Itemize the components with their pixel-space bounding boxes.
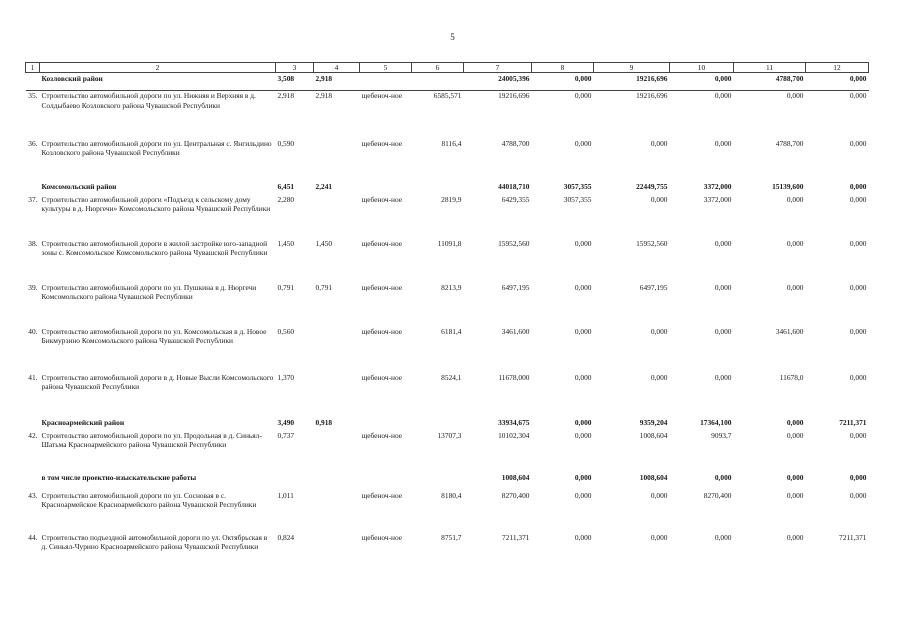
column-header: 2 [40,63,276,73]
table-row [26,431,869,473]
amount-col-8: 0,000 [574,91,592,101]
total-amount: 7211,371 [502,532,530,542]
amount-col-9: 19216,696 [594,73,670,91]
row-index [26,417,40,431]
object-name: в том числе проектно-изыскательские работы [41,472,197,482]
table-row [26,373,869,417]
surface-type [360,417,412,431]
amount-col-8: 0,000 [574,490,592,500]
total-amount: 6429,355 [501,194,530,204]
unit-cost [412,473,464,491]
length-second: 0,791 [315,282,333,292]
amount-col-12: 0,000 [849,138,867,148]
column-header: 9 [594,63,670,73]
road-construction-table [25,62,869,575]
surface-type [360,73,412,91]
amount-col-9: 0,000 [650,490,668,500]
object-name: Строительство автомобильной дороги по ул. Центральная с. Янгильдино Козловского района Чувашской Республики [41,138,272,157]
total-amount: 19216,696 [498,91,530,101]
amount-col-8: 3057,355 [563,181,592,191]
unit-cost: 6585,571 [433,91,462,101]
object-name: Строительство автомобильной дороги по ул. Продольная в д. Синьял-Шатьма Красноармейского района Чувашской Республики [41,430,262,449]
object-name: Козловский район [40,73,276,91]
table-row [26,239,869,283]
length-total: 0,590 [277,138,295,148]
amount-col-8: 0,000 [574,417,592,427]
surface-type: щебеноч-ное [361,430,403,440]
surface-type: щебеноч-ное [361,372,403,382]
row-index [26,181,40,195]
surface-type [360,181,412,195]
amount-col-12: 0,000 [849,194,867,204]
amount-col-11: 4788,700 [734,73,806,91]
amount-col-12: 0,000 [849,91,867,101]
table-row [26,139,869,181]
amount-col-9: 15952,560 [636,238,668,248]
object-name: Строительство автомобильной дороги по ул. Комсомольская в д. Новое Бикмурзино Комсомольского района Чувашской Республики [41,326,267,345]
amount-col-11: 0,000 [786,490,804,500]
row-index: 42. [28,430,38,440]
surface-type [360,473,412,491]
object-name: Строительство автомобильной дороги «Подъезд к сельскому дому культуры в д. Нюргечи» Комсомольского района Чувашской Республики [41,194,271,213]
amount-col-9: 1008,604 [639,430,668,440]
amount-col-9: 0,000 [650,326,668,336]
total-amount: 1008,604 [501,472,530,482]
row-index: 37. [28,194,38,204]
amount-col-11: 0,000 [786,417,804,427]
district-row [26,73,869,91]
length-total: 2,280 [277,194,295,204]
table-row [26,491,869,533]
amount-col-8: 0,000 [532,73,594,91]
amount-col-9: 19216,696 [636,91,668,101]
table-row [26,91,869,139]
row-index: 41. [28,372,38,382]
amount-col-11: 4788,700 [775,138,804,148]
length-second [314,373,360,417]
amount-col-8: 0,000 [574,238,592,248]
amount-col-12: 0,000 [849,326,867,336]
length-second [314,491,360,533]
district-row [26,181,869,195]
total-amount: 3461,600 [501,326,530,336]
amount-col-8: 0,000 [574,282,592,292]
length-second [314,473,360,491]
amount-col-9: 0,000 [650,194,668,204]
amount-col-10: 17364,100 [700,417,732,427]
unit-cost: 6181,4 [441,326,462,336]
amount-col-12: 0,000 [849,490,867,500]
unit-cost: 8524,1 [441,372,462,382]
table-row [26,195,869,239]
surface-type: щебеноч-ное [361,490,403,500]
subtotal-row [26,473,869,491]
total-amount: 15952,560 [498,238,530,248]
amount-col-11: 0,000 [786,238,804,248]
unit-cost: 13707,3 [437,430,462,440]
column-header: 6 [412,63,464,73]
amount-col-8: 0,000 [574,430,592,440]
amount-col-12: 0,000 [849,430,867,440]
amount-col-12: 0,000 [849,238,867,248]
row-index: 39. [28,282,38,292]
amount-col-8: 0,000 [574,532,592,542]
amount-col-11: 0,000 [786,194,804,204]
length-second [314,139,360,181]
amount-col-9: 9359,204 [639,417,668,427]
amount-col-9: 1008,604 [639,472,668,482]
amount-col-11: 0,000 [786,532,804,542]
unit-cost: 8116,4 [441,138,462,148]
row-index: 40. [28,326,38,336]
table-row [26,533,869,575]
length-total: 1,450 [277,238,295,248]
length-total: 1,370 [277,372,295,382]
amount-col-12: 7211,371 [839,417,867,427]
header-row [26,63,869,73]
object-name: Комсомольский район [41,181,117,191]
column-header: 1 [26,63,40,73]
total-amount: 8270,400 [501,490,530,500]
length-total: 0,737 [277,430,295,440]
total-amount: 11678,000 [498,372,530,382]
district-row [26,417,869,431]
object-name: Строительство автомобильной дороги по ул. Пушкина в д. Нюргечи Комсомольского района Чувашской Республики [41,282,257,301]
row-index: 43. [28,490,38,500]
length-total: 3,490 [277,417,295,427]
amount-col-10: 0,000 [714,472,732,482]
amount-col-10: 0,000 [714,91,732,101]
amount-col-11: 0,000 [786,91,804,101]
length-total: 0,791 [277,282,295,292]
table-body [26,73,869,575]
surface-type: щебеноч-ное [361,282,403,292]
length-total: 3,508 [276,73,314,91]
object-name: Красноармейский район [41,417,125,427]
object-name: Строительство автомобильной дороги по ул. Нижняя и Верхняя в д. Солдыбаево Козловского района Чувашской Республики [41,91,256,110]
surface-type: щебеноч-ное [361,532,403,542]
surface-type: щебеноч-ное [361,326,403,336]
length-second: 1,450 [315,238,333,248]
length-second: 2,918 [314,73,360,91]
amount-col-8: 0,000 [574,138,592,148]
total-amount: 24005,396 [464,73,532,91]
object-name: Строительство автомобильной дороги в жилой застройке юго-западной зоны с. Комсомольское Комсомольского района Чувашской Республики [41,238,268,257]
length-total: 6,451 [277,181,295,191]
amount-col-10: 0,000 [714,238,732,248]
surface-type: щебеноч-ное [361,238,403,248]
amount-col-10: 0,000 [714,326,732,336]
length-second: 2,918 [315,91,333,101]
length-total [276,473,314,491]
amount-col-12: 7211,371 [839,532,867,542]
amount-col-10: 3372,000 [703,181,732,191]
unit-cost [412,417,464,431]
amount-col-12: 0,000 [806,73,869,91]
length-second [314,431,360,473]
amount-col-11: 11678,0 [779,372,804,382]
surface-type: щебеноч-ное [361,91,403,101]
amount-col-11: 3461,600 [775,326,804,336]
total-amount: 33934,675 [498,417,530,427]
surface-type: щебеноч-ное [361,194,403,204]
row-index: 38. [28,238,38,248]
unit-cost: 8751,7 [441,532,462,542]
table-row [26,283,869,327]
length-total: 1,011 [277,490,294,500]
amount-col-11: 0,000 [786,430,804,440]
amount-col-12: 0,000 [849,181,867,191]
amount-col-8: 0,000 [574,472,592,482]
page-number: 5 [450,32,455,42]
surface-type: щебеноч-ное [361,138,403,148]
amount-col-10: 3372,000 [703,194,732,204]
column-header: 7 [464,63,532,73]
total-amount: 4788,700 [501,138,530,148]
row-index: 35. [28,91,38,101]
length-second [314,195,360,239]
column-header: 3 [276,63,314,73]
amount-col-9: 6497,195 [639,282,668,292]
amount-col-9: 0,000 [650,138,668,148]
length-total: 2,918 [277,91,295,101]
row-index [26,73,40,91]
amount-col-12: 0,000 [849,472,867,482]
amount-col-11: 15139,600 [772,181,804,191]
unit-cost: 8213,9 [441,282,462,292]
row-index [26,473,40,491]
column-header: 5 [360,63,412,73]
object-name: Строительство подъездной автомобильной дороги по ул. Октябрьская в д. Синьял-Чурино Красноармейского района Чувашской Республики [41,532,268,551]
column-header: 8 [532,63,594,73]
unit-cost [412,181,464,195]
amount-col-8: 0,000 [574,326,592,336]
row-index: 36. [28,138,38,148]
unit-cost: 11091,8 [437,238,462,248]
length-second: 0,918 [315,417,333,427]
amount-col-12: 0,000 [849,372,867,382]
column-header: 4 [314,63,360,73]
length-second [314,327,360,373]
length-second [314,533,360,575]
table-row [26,327,869,373]
total-amount: 6497,195 [501,282,530,292]
amount-col-9: 0,000 [650,372,668,382]
amount-col-10: 0,000 [714,138,732,148]
length-total: 0,560 [277,326,295,336]
column-header: 11 [734,63,806,73]
amount-col-10: 0,000 [714,532,732,542]
amount-col-9: 22449,755 [636,181,668,191]
column-header: 12 [806,63,869,73]
amount-col-10: 0,000 [670,73,734,91]
unit-cost: 8180,4 [441,490,462,500]
amount-col-10: 8270,400 [703,490,732,500]
amount-col-8: 3057,355 [563,194,592,204]
amount-col-12: 0,000 [849,282,867,292]
object-name: Строительство автомобильной дороги по ул. Сосновая в с. Красноармейское Красноармейского района Чувашской Республики [41,490,257,509]
amount-col-10: 9093,7 [711,430,732,440]
length-second: 2,241 [315,181,333,191]
total-amount: 44018,710 [498,181,530,191]
amount-col-11: 0,000 [786,282,804,292]
amount-col-11: 0,000 [786,472,804,482]
unit-cost: 2819,9 [441,194,462,204]
length-total: 0,824 [277,532,295,542]
object-name: Строительство автомобильной дороги в д. Новые Высли Комсомольского района Чувашской Республики [41,372,274,391]
column-header: 10 [670,63,734,73]
total-amount: 10102,304 [498,430,530,440]
row-index: 44. [28,532,38,542]
amount-col-10: 0,000 [714,372,732,382]
amount-col-8: 0,000 [574,372,592,382]
amount-col-10: 0,000 [714,282,732,292]
unit-cost [412,73,464,91]
amount-col-9: 0,000 [650,532,668,542]
